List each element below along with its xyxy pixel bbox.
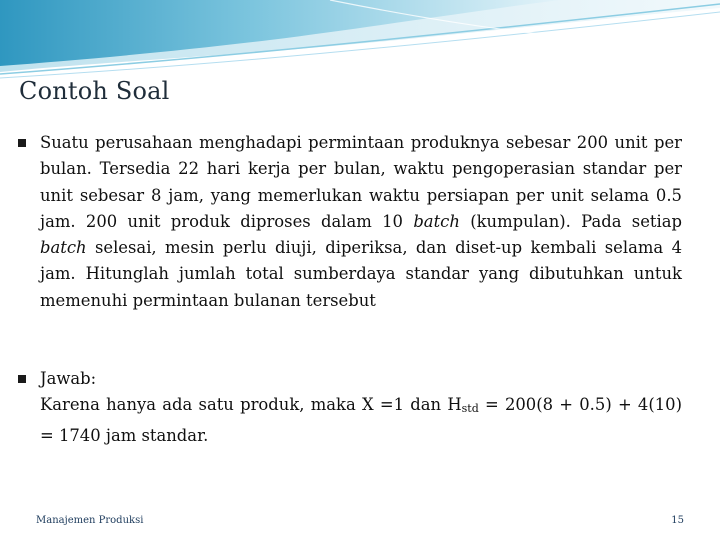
answer-label: Jawab:	[40, 369, 97, 388]
answer-formula: Karena hanya ada satu produk, maka X =1 dan Hstd = 200(8 + 0.5) + 4(10) = 1740 jam standar.	[40, 395, 682, 445]
header-wave-decoration	[0, 0, 720, 80]
problem-text: Suatu perusahaan menghadapi permintaan produknya sebesar 200 unit per bulan. Tersedia 22 hari kerja per bulan, waktu pengoperasian standar per unit sebesar 8 jam, yang memerlukan waktu persiapan per unit selama 0.5 jam. 200 unit produk diproses dalam 10 batch (kumpulan). Pada setiap batch selesai, mesin perlu diuji, diperiksa, dan diset-up kembali selama 4 jam. Hitunglah jumlah total sumberdaya standar yang dibutuhkan untuk memenuhi permintaan bulanan tersebut	[40, 133, 683, 310]
answer-bullet	[18, 366, 682, 449]
slide-title: Contoh Soal	[19, 77, 170, 105]
bullet-square-icon	[18, 139, 26, 147]
problem-bullet	[18, 130, 682, 314]
footer-course-name: Manajemen Produksi	[36, 515, 144, 526]
page-number: 15	[671, 515, 684, 526]
bullet-square-icon	[18, 375, 26, 383]
answer-text	[40, 366, 682, 449]
